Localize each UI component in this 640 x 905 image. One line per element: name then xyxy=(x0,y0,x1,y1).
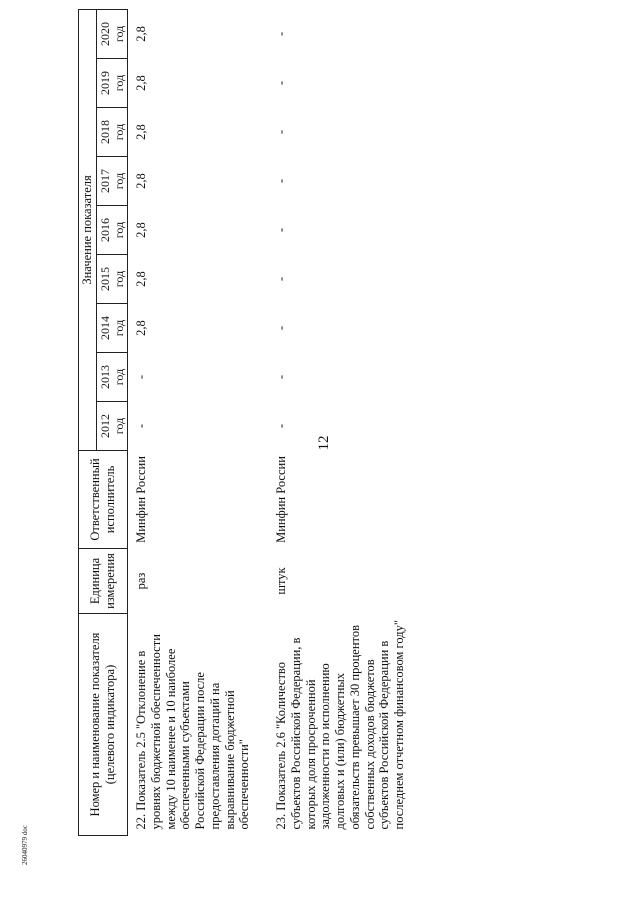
document-footer: 26040979 doc xyxy=(21,825,29,865)
indicator-value: 2,8 xyxy=(134,75,149,91)
header-year: 2013 год xyxy=(96,353,127,402)
indicator-value: 2,8 xyxy=(134,222,149,238)
indicator-value: - xyxy=(274,80,289,86)
header-year: 2018 год xyxy=(96,108,127,157)
indicator-value: - xyxy=(274,178,289,184)
header-year: 2017 год xyxy=(96,157,127,206)
indicator-value: - xyxy=(134,423,149,429)
page-number: 12 xyxy=(316,435,332,451)
table-row xyxy=(268,9,408,835)
indicator-name: 22. Показатель 2.5 "Отклонение в уровнях бюджетной обеспеченности между 10 наименее и 10 наиболее обеспеченными субъектами Российской Федерации после предоставления дотаций на выравнивание бюджетной обеспеченности" xyxy=(134,634,252,830)
indicator-responsible: Минфин России xyxy=(274,456,289,543)
header-name: Номер и наименование показателя (целевого индикатора) xyxy=(79,614,128,836)
header-year: 2020 год xyxy=(96,9,127,58)
indicator-value: - xyxy=(274,325,289,331)
indicator-value: 2,8 xyxy=(134,26,149,42)
indicator-value: 2,8 xyxy=(134,173,149,189)
indicator-value: 2,8 xyxy=(134,271,149,287)
indicator-value: - xyxy=(274,129,289,135)
indicator-responsible: Минфин России xyxy=(134,456,149,543)
header-unit: Единица измерения xyxy=(79,549,128,614)
header-year: 2014 год xyxy=(96,304,127,353)
indicator-table xyxy=(78,9,408,836)
indicator-value: - xyxy=(274,423,289,429)
indicator-unit: раз xyxy=(134,572,149,590)
indicator-value: 2,8 xyxy=(134,124,149,140)
indicator-value: - xyxy=(134,374,149,380)
header-year: 2016 год xyxy=(96,206,127,255)
header-values: Значение показателя xyxy=(79,9,97,450)
header-year: 2015 год xyxy=(96,255,127,304)
header-year: 2012 год xyxy=(96,402,127,451)
indicator-unit: штук xyxy=(274,567,289,595)
indicator-value: - xyxy=(274,374,289,380)
header-responsible: Ответственный исполнитель xyxy=(79,451,128,549)
indicator-value: - xyxy=(274,31,289,37)
table-row xyxy=(128,9,269,835)
header-year: 2019 год xyxy=(96,59,127,108)
indicator-value: 2,8 xyxy=(134,320,149,336)
indicator-value: - xyxy=(274,227,289,233)
indicator-value: - xyxy=(274,276,289,282)
indicator-name: 23. Показатель 2.6 "Количество субъектов Российской Федерации, в которых доля просроченной задолженности по исполнению долговых и (или) бюджетных обязательств превышает 30 процентов собственных доходов бюджетов субъектов Российской Федерации в последнем отчетном финансовом году" xyxy=(274,620,407,830)
indicator-table-rotated xyxy=(78,9,562,836)
